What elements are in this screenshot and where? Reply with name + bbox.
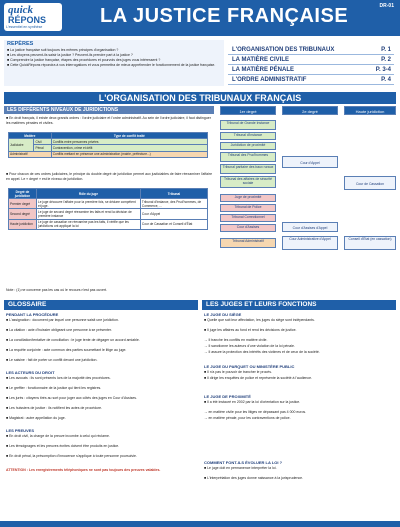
- section-title: L'ORGANISATION DES TRIBUNAUX FRANÇAIS: [4, 92, 396, 104]
- table-header: Degré de juridiction: [9, 189, 37, 199]
- glossaire-item: ■ Les avocats : ils sont présents lors de la majorité des procédures.: [6, 376, 111, 380]
- section-intro: ■ En droit français, il existe deux grands ordres : l'ordre judiciaire et l'ordre administratif. Au sein de l'ordre judiciaire, il faut distinguer les matières pénales et civiles.: [6, 116, 211, 125]
- toc-page: P. 2: [381, 57, 391, 63]
- diagram-col-header: 1er degré: [220, 106, 276, 115]
- glossaire-item: ■ Les huissiers de justice : ils notifient les actes de procédure.: [6, 406, 103, 410]
- toc-item[interactable]: [228, 56, 394, 65]
- court-box: Tribunal Administratif: [220, 238, 276, 248]
- court-box: Tribunal de Police: [220, 204, 276, 212]
- glossaire-subtitle: PENDANT LA PROCÉDURE: [6, 312, 59, 317]
- juges-item: ■ Le juge doit en permanence interpréter la loi.: [204, 466, 277, 470]
- glossaire-item: ■ Magistrat : autre appellation du juge.: [6, 416, 66, 420]
- court-box: Cour d'Assises: [220, 224, 276, 232]
- toc-item[interactable]: [228, 46, 394, 55]
- juges-item: ■ Il a été instauré en 2002 par la loi d'orientation sur la justice.: [204, 400, 301, 404]
- section-intro2: ■ Pour chacun de ces ordres judiciaires, le principe du double degré de juridiction permet aux justiciables de faire réexaminer l'affaire en appel. Le « degré » est le niveau de juridiction.: [6, 172, 213, 181]
- glossaire-item: ■ Les jurés : citoyens tirés au sort pour juger aux côtés des juges en Cour d'Assises.: [6, 396, 137, 400]
- glossaire-attention: ATTENTION : Les enregistrements téléphoniques ne sont pas toujours des preuves valables.: [6, 468, 161, 472]
- court-box: Tribunal paritaire des baux ruraux: [220, 164, 276, 174]
- juges-item: ■ Il juge les affaires au fond et rend les décisions de justice.: [204, 328, 297, 332]
- toc-label: LA MATIÈRE PÉNALE: [232, 67, 295, 73]
- table-cell: Judiciaire: [9, 139, 34, 151]
- page-title: LA JUSTICE FRANÇAISE: [100, 5, 349, 27]
- logo-tagline: L'essentiel en synthèse: [6, 25, 43, 29]
- toc-page: P. 4: [381, 77, 391, 83]
- glossaire-item: ■ L'assignation : document par lequel une personne saisit une juridiction.: [6, 318, 119, 322]
- footer-bar: [0, 521, 400, 527]
- juges-item: → Il sanctionne les auteurs d'une violation de la loi pénale.: [204, 344, 295, 348]
- juges-title: LES JUGES ET LEURS FONCTIONS: [202, 300, 396, 310]
- juges-item: ■ Il dirige les enquêtes de police et représente la société à l'audience.: [204, 376, 313, 380]
- juges-item: ■ Quelle que soit leur affectation, les juges du siège sont indépendants.: [204, 318, 315, 322]
- glossaire-subtitle: LES ACTEURS DU DROIT: [6, 370, 55, 375]
- court-diagram: [220, 106, 396, 298]
- toc-item[interactable]: [228, 66, 394, 75]
- juges-item: → en matière civile pour les litiges ne dépassant pas 4 000 euros.: [204, 410, 307, 414]
- table-cell: Le juge découvre l'affaire pour la première fois, se déclare compétent et juge.: [37, 199, 141, 209]
- juges-item: → en matière pénale, pour les contraventions de police.: [204, 416, 291, 420]
- cassation-box: Cour de Cassation: [344, 176, 396, 190]
- glossaire-item: ■ En droit civil, la charge de la preuve incombe à celui qui réclame.: [6, 434, 110, 438]
- table-cell: Le juge de second degré réexamine les faits et rend la décision de première instance: [37, 209, 141, 219]
- court-box: Tribunal des affaires de sécurité sociale: [220, 176, 276, 188]
- glossaire-title: GLOSSAIRE: [4, 300, 198, 310]
- juges-item: ■ L'interprétation des juges donne naissance à la jurisprudence.: [204, 476, 304, 480]
- toc-page: P. 3-4: [375, 67, 391, 73]
- court-box: Tribunal de Grande Instance: [220, 120, 276, 130]
- table-cell: Cour de Cassation et Conseil d'État: [140, 219, 207, 229]
- reperes-line: ■ Les citoyens peuvent-ils saisir la justice ? Peuvent-ils prendre part à la justice ?: [7, 53, 133, 57]
- reperes-line: ■ La justice française suit toujours les mêmes principes d'organisation ?: [7, 48, 119, 52]
- table-cell: Le juge de cassation ne réexamine pas les faits, il vérifie que les juridictions ont appliqué la loi: [37, 219, 141, 229]
- toc-item[interactable]: [228, 76, 394, 85]
- admin-appeal-box: Cour Administrative d'Appel: [282, 236, 338, 250]
- glossaire-item: ■ La citation : acte d'huissier obligeant une personne à se présenter.: [6, 328, 112, 332]
- table-cell: Premier degré: [9, 199, 37, 209]
- table-cell: Conflits entre personnes privées: [51, 139, 207, 145]
- table-header: Tribunal: [140, 189, 207, 199]
- reperes-box: [4, 40, 224, 86]
- reperes-title: REPÈRES: [7, 41, 34, 47]
- table-header: Rôle du juge: [37, 189, 141, 199]
- court-box: Juridiction de proximité: [220, 142, 276, 150]
- juges-subtitle: LE JUGE DE PROXIMITÉ: [204, 394, 251, 399]
- glossaire-item: ■ Le greffier : fonctionnaire de la justice qui tient les registres.: [6, 386, 102, 390]
- glossaire-item: ■ Les témoignages et les preuves écrites doivent être produits en justice.: [6, 444, 120, 448]
- court-box: Tribunal Correctionnel: [220, 214, 276, 222]
- glossaire-item: ■ La conciliation/tentative de conciliation : le juge tente de dégager un accord amiable.: [6, 338, 140, 342]
- juges-item: → Il tranche les conflits en matière civile.: [204, 338, 268, 342]
- glossaire-item: ■ Le saisine : fait de porter un conflit devant une juridiction.: [6, 358, 98, 362]
- table-cell: Cour d'Appel: [140, 209, 207, 219]
- glossaire-item: ■ La requête conjointe : acte commun des parties soumettant le litige au juge.: [6, 348, 127, 352]
- table-cell: Tribunal d'instance, des Prud'hommes, de Commerce, ...: [140, 199, 207, 209]
- toc-page: P. 1: [381, 47, 391, 53]
- header-bar: [0, 0, 400, 36]
- diagram-col-header: 2e degré: [282, 106, 338, 115]
- matiere-table: [8, 132, 208, 158]
- table-header: Matière: [9, 133, 52, 139]
- conseil-etat-box: Conseil d'État (en cassation): [344, 236, 396, 250]
- degre-table: [8, 188, 208, 230]
- reperes-line: ■ Comprendre la justice française, étapes des procédures et pourvois des juges vous intéressent ?: [7, 58, 161, 62]
- table-cell: Conflits mettant en présence une administration (mairie, préfecture...): [51, 151, 207, 157]
- juges-subtitle: COMMENT FONT-ILS ÉVOLUER LA LOI ?: [204, 460, 283, 465]
- logo-bottom-text: RÉPONS: [8, 15, 47, 25]
- juges-item: → Il assure la protection des intérêts des victimes et de ceux de la société.: [204, 350, 320, 354]
- table-cell: Second degré: [9, 209, 37, 219]
- appeal-court-box: Cour d'Appel: [282, 156, 338, 168]
- quickrepons-logo: [4, 3, 62, 31]
- section-subtitle: LES DIFFÉRENTS NIVEAUX DE JURIDICTIONS: [4, 106, 214, 114]
- table-cell: Contravention, crime et délit: [51, 145, 207, 151]
- toc-label: LA MATIÈRE CIVILE: [232, 57, 289, 63]
- logo-top-text: quick: [8, 4, 34, 16]
- court-box: Tribunal des Prud'hommes: [220, 152, 276, 162]
- document-code: DR-01: [379, 3, 394, 9]
- juges-subtitle: LE JUGE DU PARQUET OU MINISTÈRE PUBLIC: [204, 364, 295, 369]
- toc-label: L'ORGANISATION DES TRIBUNAUX: [232, 47, 335, 53]
- table-cell: Haute juridiction: [9, 219, 37, 229]
- glossaire-item: ■ En droit pénal, la présomption d'innocence s'applique à toute personne poursuivie.: [6, 454, 137, 458]
- juges-item: ■ Il n'a pas le pouvoir de trancher le procès.: [204, 370, 272, 374]
- assises-appeal-box: Cour d'Assises d'Appel: [282, 222, 338, 232]
- table-header: Type de conflit traité: [51, 133, 207, 139]
- section-note: Note : (1) ne concerne pas les cas où le recours n'est pas ouvert.: [6, 288, 108, 292]
- glossaire-subtitle: LES PREUVES: [6, 428, 35, 433]
- table-cell: Civil: [34, 139, 51, 145]
- court-box: Tribunal d'Instance: [220, 132, 276, 140]
- court-box: Juge de proximité: [220, 194, 276, 202]
- reperes-line: ■ Cette QuickRépons répondra à vos interrogations et vous permettra de mieux appréhender le fonctionnement de la justice française.: [7, 63, 216, 67]
- juges-subtitle: LE JUGE DU SIÈGE: [204, 312, 242, 317]
- diagram-col-header: Haute juridiction: [344, 106, 396, 115]
- table-cell: Administratif: [9, 151, 52, 157]
- table-cell: Pénal: [34, 145, 51, 151]
- toc-label: L'ORDRE ADMINISTRATIF: [232, 77, 307, 83]
